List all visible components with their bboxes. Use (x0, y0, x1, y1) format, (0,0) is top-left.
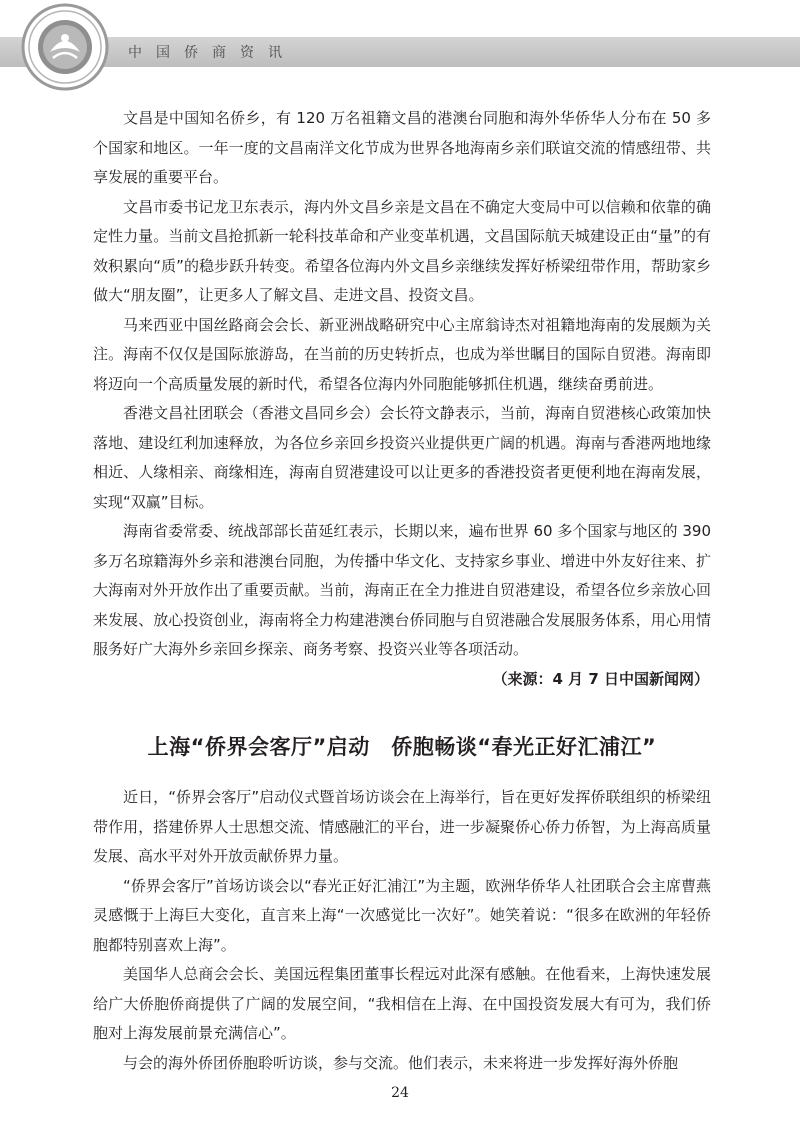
article1-paragraph-5: 海南省委常委、统战部部长苗延红表示，长期以来，遍布世界 60 多个国家与地区的 390 多万名琼籍海外乡亲和港澳台同胞，为传播中华文化、支持家乡事业、增进中外友好往来、扩大海南对外开放作出了重要贡献。当前，海南正在全力推进自贸港建设，希望各位乡亲放心回来发展、放心投资创业，海南将全力构建港澳台侨同胞与自贸港融合发展服务体系，用心用情服务好广大海外乡亲回乡探亲、商务考察、投资兴业等各项活动。 (93, 522, 711, 658)
page-content (93, 104, 711, 1078)
page-header (0, 0, 800, 95)
logo-emblem-icon (20, 2, 110, 92)
page-number: 24 (391, 1085, 409, 1101)
article1-paragraph-1: 文昌是中国知名侨乡，有 120 万名祖籍文昌的港澳台同胞和海外华侨华人分布在 50 多个国家和地区。一年一度的文昌南洋文化节成为世界各地海南乡亲们联谊交流的情感纽带、共享发展的重要平台。 (93, 109, 711, 186)
article2-paragraph-3: 美国华人总商会会长、美国远程集团董事长程远对此深有感触。在他看来，上海快速发展给广大侨胞侨商提供了广阔的发展空间，“我相信在上海、在中国投资发展大有可为，我们侨胞对上海发展前景充满信心”。 (93, 965, 711, 1042)
article2-title: 上海“侨界会客厅”启动 侨胞畅谈“春光正好汇浦江” (147, 735, 657, 759)
article2-paragraph-4: 与会的海外侨团侨胞聆听访谈，参与交流。他们表示，未来将进一步发挥好海外侨胞 (123, 1053, 679, 1072)
article2-paragraph-2: “侨界会客厅”首场访谈会以“春光正好汇浦江”为主题，欧洲华侨华人社团联合会主席曹燕灵感慨于上海巨大变化，直言来上海“一次感觉比一次好”。她笑着说：“很多在欧洲的年轻侨胞都特别喜欢上海”。 (93, 876, 711, 954)
article1-source: （来源：4 月 7 日中国新闻网） (492, 669, 709, 688)
section-label: 中国侨商资讯 (128, 45, 296, 61)
article1-paragraph-4: 香港文昌社团联会（香港文昌同乡会）会长符文静表示，当前，海南自贸港核心政策加快落地、建设红利加速释放，为各位乡亲回乡投资兴业提供更广阔的机遇。海南与香港两地地缘相近、人缘相亲、商缘相连，海南自贸港建设可以让更多的香港投资者更便利地在海南发展，实现“双赢”目标。 (93, 404, 711, 511)
article2-paragraph-1: 近日，“侨界会客厅”启动仪式暨首场访谈会在上海举行，旨在更好发挥侨联组织的桥梁纽带作用，搭建侨界人士思想交流、情感融汇的平台，进一步凝聚侨心侨力侨智，为上海高质量发展、高水平对外开放贡献侨界力量。 (93, 788, 711, 865)
article1-paragraph-2: 文昌市委书记龙卫东表示，海内外文昌乡亲是文昌在不确定大变局中可以信赖和依靠的确定性力量。当前文昌抢抓新一轮科技革命和产业变革机遇，文昌国际航天城建设正由“量”的有效积累向“质”的稳步跃升转变。希望各位海内外文昌乡亲继续发挥好桥梁纽带作用，帮助家乡做大“朋友圈”，让更多人了解文昌、走进文昌、投资文昌。 (93, 197, 711, 304)
header-bar (0, 37, 800, 67)
article1-paragraph-3: 马来西亚中国丝路商会会长、新亚洲战略研究中心主席翁诗杰对祖籍地海南的发展颇为关注。海南不仅仅是国际旅游岛，在当前的历史转折点，也成为举世瞩目的国际自贸港。海南即将迈向一个高质量发展的新时代，希望各位海内外同胞能够抓住机遇，继续奋勇前进。 (93, 315, 711, 393)
